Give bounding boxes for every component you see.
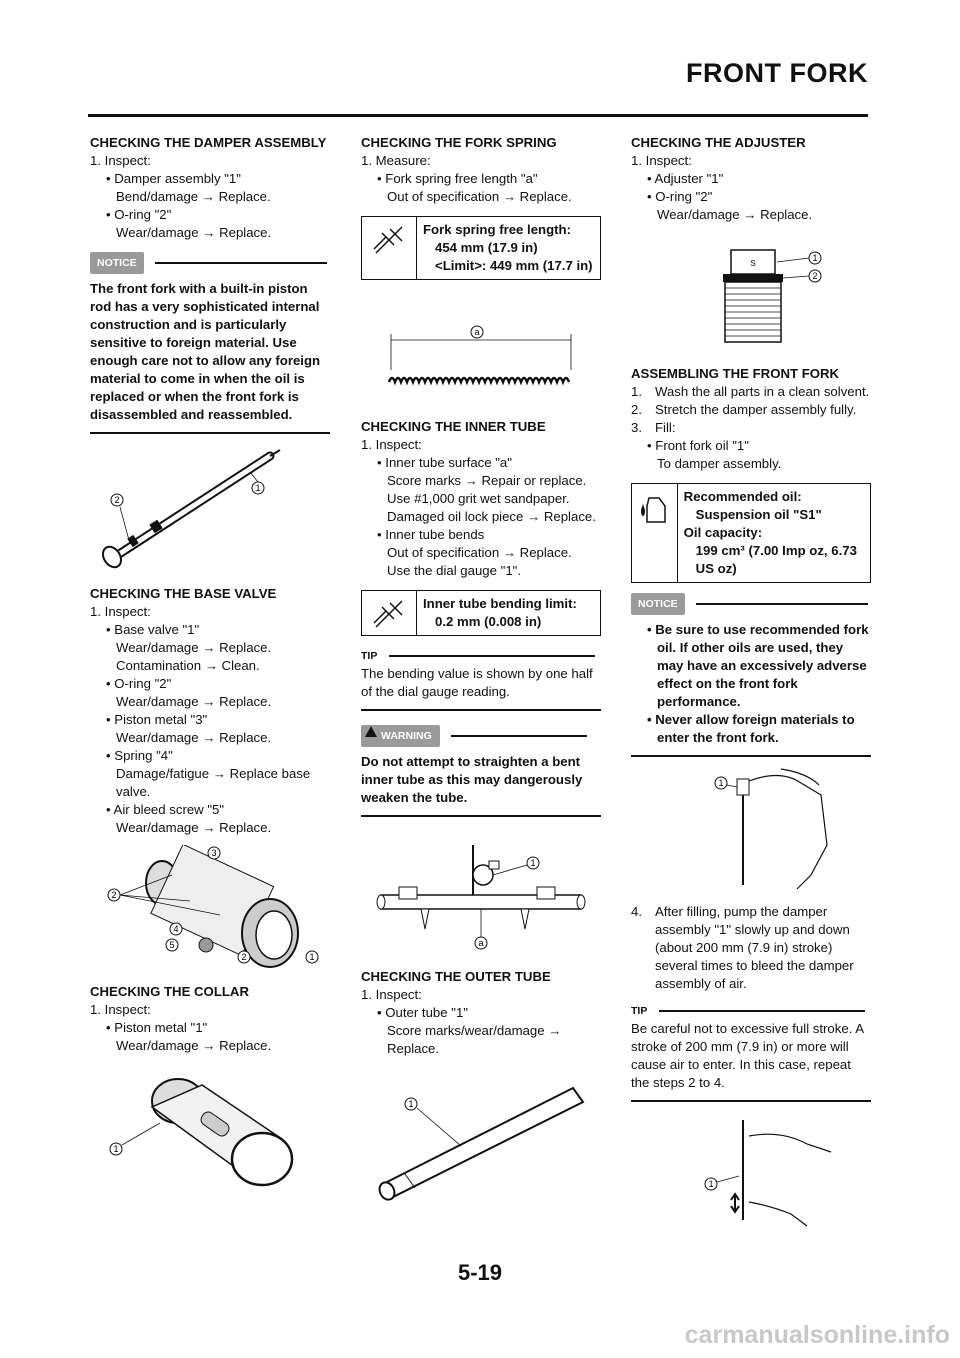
bullet-detail: Contamination → Clean.: [116, 658, 260, 673]
tip-block: [631, 1001, 871, 1102]
pump-damper-figure: [631, 1110, 871, 1230]
oil-fill-figure: [631, 765, 871, 895]
step-inspect: 1. Inspect:: [361, 437, 422, 452]
spring-figure: [361, 290, 601, 410]
bullet-air-bleed: • Air bleed screw "5": [106, 802, 225, 817]
spec-title: Inner tube bending limit:: [423, 596, 577, 611]
heading-adjuster: CHECKING THE ADJUSTER: [631, 135, 806, 150]
notice-rule: [155, 262, 327, 264]
spec-value: 0.2 mm (0.008 in): [435, 614, 542, 629]
bullet-damper-detail: Bend/damage → Replace.: [116, 189, 271, 204]
callout-a: a: [478, 938, 484, 948]
spec-box-oil: [631, 483, 871, 583]
step-inspect: 1. Inspect:: [631, 153, 692, 168]
bullet-detail: Use #1,000 grit wet sandpaper.: [387, 491, 570, 506]
heading-base-valve: CHECKING THE BASE VALVE: [90, 586, 277, 601]
notice-text: The front fork with a built-in piston rod has a very sophisticated internal construction and is particularly sensitive to foreign material. Use enough care not to allow any foreign material to come in when the oil is replaced or when the front fork is disassembled and reassembled.: [90, 281, 321, 422]
spec-value: 454 mm (17.9 in): [435, 240, 538, 255]
bullet-oring: • O-ring "2": [647, 189, 713, 204]
bullet-detail: To damper assembly.: [657, 456, 782, 471]
warning-triangle-icon: [365, 726, 377, 737]
bullet-detail: Score marks/wear/damage → Replace.: [387, 1023, 562, 1056]
callout-2b: 2: [241, 952, 247, 962]
warning-badge: WARNING: [361, 725, 440, 747]
spec-box-spring: [361, 216, 601, 280]
bullet-outer-tube: • Outer tube "1": [377, 1005, 468, 1020]
heading-inner-tube: CHECKING THE INNER TUBE: [361, 419, 546, 434]
column-right: [631, 130, 871, 1238]
tip-rule: [389, 655, 595, 657]
oil-can-icon: [632, 484, 678, 582]
spec-box-bending: [361, 590, 601, 636]
page-title: FRONT FORK: [686, 58, 868, 88]
heading-collar: CHECKING THE COLLAR: [90, 984, 249, 999]
spec-text: [678, 484, 870, 582]
tip-label: TIP: [631, 1005, 648, 1017]
page-number: 5-19: [457, 1260, 503, 1285]
heading-outer-tube: CHECKING THE OUTER TUBE: [361, 969, 551, 984]
tip-rule: [659, 1010, 865, 1012]
step-3: 3. Fill:: [631, 420, 676, 435]
outer-tube-figure: [361, 1066, 601, 1206]
spec-title: Recommended oil:: [683, 489, 802, 504]
spec-text: [417, 591, 583, 635]
base-valve-figure: [90, 845, 330, 975]
bullet-detail: Score marks → Repair or replace.: [387, 473, 587, 488]
callout-1: 1: [708, 1179, 714, 1189]
dial-gauge-figure: [361, 825, 601, 960]
callout-1: 1: [408, 1099, 414, 1109]
bullet-detail: Damaged oil lock piece → Replace.: [387, 509, 596, 524]
tip-end-rule: [361, 709, 601, 711]
column-middle: [361, 130, 601, 1214]
step-4: 4. After filling, pump the damper assembly "1" slowly up and down (about 200 mm (7.9 in) stroke) several times to bleed the damper assembly of air.: [631, 904, 854, 991]
collar-figure: [90, 1063, 330, 1193]
step-inspect: 1. Inspect:: [90, 1002, 151, 1017]
bullet-detail: Out of specification → Replace.: [387, 189, 572, 204]
spec-capacity: 199 cm³ (7.00 Imp oz, 6.73 US oz): [695, 543, 857, 576]
bullet-spring: • Spring "4": [106, 748, 173, 763]
wrench-spec-icon: [362, 591, 417, 635]
bullet-oring-detail: Wear/damage → Replace.: [116, 225, 272, 240]
callout-4: 4: [173, 924, 179, 934]
callout-1: 1: [309, 952, 315, 962]
wrench-spec-icon: [362, 217, 417, 279]
warning-block: [361, 725, 601, 817]
bullet-piston-metal: • Piston metal "1": [106, 1020, 208, 1035]
callout-2: 2: [812, 271, 818, 281]
step-2: 2. Stretch the damper assembly fully.: [631, 402, 857, 417]
step-1: 1. Wash the all parts in a clean solvent.: [631, 384, 870, 399]
adjuster-figure: [631, 232, 871, 357]
notice-badge: NOTICE: [631, 593, 685, 615]
spec-limit: <Limit>: 449 mm (17.7 in): [435, 258, 593, 273]
bullet-detail: Wear/damage → Replace.: [116, 730, 272, 745]
bullet-detail: Wear/damage → Replace.: [116, 640, 272, 655]
callout-2: 2: [114, 495, 120, 505]
heading-fork-spring: CHECKING THE FORK SPRING: [361, 135, 557, 150]
step-inspect: 1. Inspect:: [90, 153, 151, 168]
tip-label: TIP: [361, 650, 378, 662]
column-left: [90, 130, 330, 1201]
spec-text: [417, 217, 599, 279]
notice-end-rule: [90, 432, 330, 434]
warning-text: Do not attempt to straighten a bent inner tube as this may dangerously weaken the tube.: [361, 754, 583, 805]
damper-assembly-figure: [90, 442, 330, 577]
notice-end-rule: [631, 755, 871, 757]
bullet-adjuster: • Adjuster "1": [647, 171, 724, 186]
bullet-spring-length: • Fork spring free length "a": [377, 171, 538, 186]
tip-text: The bending value is shown by one half of the dial gauge reading.: [361, 666, 593, 699]
callout-3: 3: [211, 848, 217, 858]
notice-item: • Be sure to use recommended fork oil. If other oils are used, they may have an excessively adverse effect on the front fork performance.: [647, 622, 869, 709]
bullet-damper: • Damper assembly "1": [106, 171, 241, 186]
bullet-piston-metal: • Piston metal "3": [106, 712, 208, 727]
callout-1: 1: [113, 1144, 119, 1154]
bullet-inner-bends: • Inner tube bends: [377, 527, 485, 542]
step-measure: 1. Measure:: [361, 153, 431, 168]
notice-rule: [696, 603, 868, 605]
tip-block: [361, 646, 601, 711]
step-inspect: 1. Inspect:: [90, 604, 151, 619]
bullet-detail: Wear/damage → Replace.: [116, 694, 272, 709]
watermark: carmanualsonline.info: [684, 1321, 950, 1349]
bullet-detail: Wear/damage → Replace.: [116, 1038, 272, 1053]
callout-1: 1: [255, 483, 261, 493]
callout-2: 2: [111, 890, 117, 900]
callout-a: a: [474, 327, 480, 337]
bullet-detail: Use the dial gauge "1".: [387, 563, 521, 578]
bullet-detail: Damage/fatigue → Replace base valve.: [116, 766, 311, 799]
bullet-detail: Wear/damage → Replace.: [657, 207, 813, 222]
callout-1: 1: [718, 778, 724, 788]
callout-5: 5: [169, 940, 175, 950]
notice-block: [90, 252, 330, 434]
tip-text: Be careful not to excessive full stroke. A stroke of 200 mm (7.9 in) or more will cause air to enter. In this case, repeat the steps 2 to 4.: [631, 1021, 864, 1090]
notice-block: [631, 593, 871, 757]
title-rule: [88, 114, 868, 117]
spec-title: Fork spring free length:: [423, 222, 572, 237]
notice-item: • Never allow foreign materials to enter the front fork.: [647, 712, 855, 745]
notice-badge: NOTICE: [90, 252, 144, 274]
callout-s: S: [750, 259, 756, 268]
bullet-detail: Out of specification → Replace.: [387, 545, 572, 560]
warning-end-rule: [361, 815, 601, 817]
heading-assembling: ASSEMBLING THE FRONT FORK: [631, 366, 840, 381]
heading-damper: CHECKING THE DAMPER ASSEMBLY: [90, 135, 327, 150]
bullet-inner-surface: • Inner tube surface "a": [377, 455, 512, 470]
spec-capacity-title: Oil capacity:: [683, 525, 763, 540]
bullet-oring: • O-ring "2": [106, 207, 172, 222]
callout-1: 1: [812, 253, 818, 263]
bullet-fork-oil: • Front fork oil "1": [647, 438, 749, 453]
spec-oil: Suspension oil "S1": [695, 507, 822, 522]
warning-rule: [451, 735, 587, 737]
bullet-oring: • O-ring "2": [106, 676, 172, 691]
step-inspect: 1. Inspect:: [361, 987, 422, 1002]
bullet-base-valve: • Base valve "1": [106, 622, 200, 637]
tip-end-rule: [631, 1100, 871, 1102]
callout-1: 1: [530, 858, 536, 868]
bullet-detail: Wear/damage → Replace.: [116, 820, 272, 835]
